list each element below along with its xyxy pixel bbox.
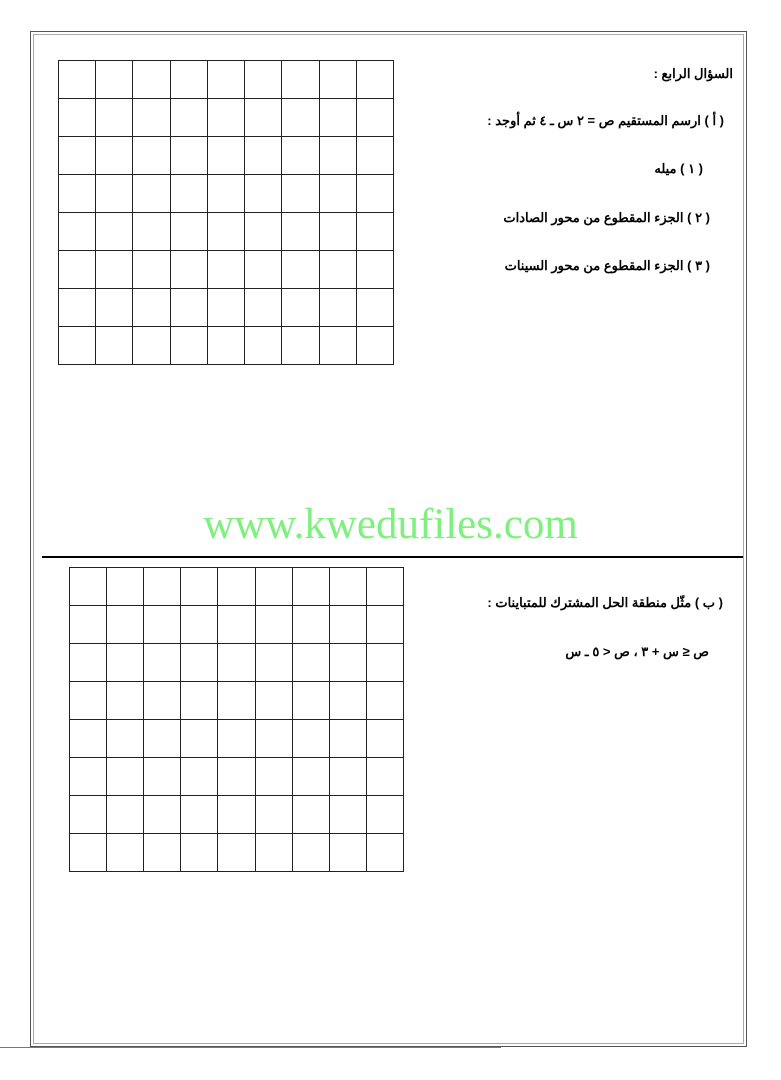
grid-cell [96,213,133,251]
grid-cell [330,720,367,758]
grid-cell [133,289,170,327]
grid-cell [218,834,255,872]
grid-cell [181,758,218,796]
grid-cell [181,720,218,758]
grid-cell [171,251,208,289]
grid-cell [133,213,170,251]
grid-cell [107,682,144,720]
grid-cell [357,61,394,99]
graph-grid-a [58,60,394,365]
grid-cell [320,213,357,251]
grid-cell [357,251,394,289]
grid-cell [282,61,319,99]
graph-grid-b [69,567,404,872]
grid-cell [256,796,293,834]
grid-cell [144,758,181,796]
section-divider [42,556,743,558]
grid-cell [367,758,404,796]
grid-cell [330,568,367,606]
grid-cell [357,327,394,365]
grid-cell [171,137,208,175]
grid-cell [208,289,245,327]
grid-cell [293,834,330,872]
part-b-prompt: ( ب ) مثّل منطقة الحل المشترك للمتباينات : [487,595,723,610]
grid-cell [293,796,330,834]
grid-cell [208,213,245,251]
grid-cell [59,289,96,327]
grid-cell [367,568,404,606]
grid-cell [218,568,255,606]
grid-cell [144,834,181,872]
grid-cell [218,606,255,644]
grid-cell [293,644,330,682]
grid-cell [181,568,218,606]
grid-cell [367,644,404,682]
grid-cell [218,720,255,758]
grid-cell [282,137,319,175]
grid-cell [208,327,245,365]
grid-cell [59,99,96,137]
grid-cell [357,289,394,327]
grid-cell [320,327,357,365]
grid-cell [96,99,133,137]
grid-cell [96,289,133,327]
grid-cell [144,682,181,720]
grid-cell [96,251,133,289]
grid-cell [96,175,133,213]
part-a-item-3: ( ٣ ) الجزء المقطوع من محور السينات [504,258,710,273]
grid-cell [133,99,170,137]
grid-cell [245,61,282,99]
grid-cell [293,720,330,758]
grid-cell [330,758,367,796]
grid-cell [293,682,330,720]
grid-cell [107,720,144,758]
grid-cell [144,796,181,834]
grid-cell [282,289,319,327]
grid-cell [70,682,107,720]
grid-cell [171,175,208,213]
part-a-item-1: ( ١ ) ميله [654,161,703,176]
grid-cell [181,644,218,682]
grid-cell [218,644,255,682]
grid-cell [256,720,293,758]
grid-cell [330,644,367,682]
grid-cell [171,99,208,137]
grid-cell [256,568,293,606]
grid-cell [96,137,133,175]
grid-cell [70,568,107,606]
grid-cell [107,644,144,682]
grid-cell [96,327,133,365]
grid-cell [293,758,330,796]
grid-cell [282,99,319,137]
grid-cell [70,720,107,758]
grid-cell [357,99,394,137]
grid-cell [282,327,319,365]
grid-cell [181,796,218,834]
grid-cell [330,834,367,872]
grid-cell [59,251,96,289]
grid-cell [144,720,181,758]
grid-cell [107,568,144,606]
grid-cell [293,568,330,606]
grid-cell [320,137,357,175]
grid-cell [171,289,208,327]
grid-cell [70,644,107,682]
grid-cell [70,606,107,644]
grid-cell [59,61,96,99]
grid-cell [367,834,404,872]
grid-cell [59,213,96,251]
grid-cell [320,289,357,327]
grid-cell [320,61,357,99]
grid-cell [245,175,282,213]
grid-cell [330,682,367,720]
watermark: www.kwedufiles.com [203,501,578,548]
question-title: السؤال الرابع : [653,66,733,81]
grid-cell [330,796,367,834]
grid-cell [70,796,107,834]
grid-cell [357,175,394,213]
grid-cell [320,99,357,137]
grid-cell [367,796,404,834]
grid-cell [367,720,404,758]
grid-cell [133,61,170,99]
grid-cell [70,834,107,872]
grid-cell [282,175,319,213]
grid-cell [70,758,107,796]
grid-cell [208,175,245,213]
grid-cell [218,796,255,834]
grid-cell [107,834,144,872]
grid-cell [245,251,282,289]
grid-cell [208,99,245,137]
grid-cell [59,137,96,175]
grid-cell [245,289,282,327]
grid-cell [181,834,218,872]
part-a-item-2: ( ٢ ) الجزء المقطوع من محور الصادات [503,210,710,225]
grid-cell [256,682,293,720]
grid-cell [320,251,357,289]
grid-cell [208,137,245,175]
grid-cell [133,137,170,175]
grid-cell [59,327,96,365]
grid-cell [133,251,170,289]
grid-cell [256,758,293,796]
grid-cell [144,568,181,606]
grid-cell [208,61,245,99]
grid-cell [133,327,170,365]
grid-cell [256,834,293,872]
grid-cell [144,644,181,682]
grid-cell [320,175,357,213]
grid-cell [107,606,144,644]
grid-cell [357,213,394,251]
grid-cell [171,213,208,251]
grid-cell [218,682,255,720]
grid-cell [181,606,218,644]
bottom-rule [0,1047,501,1048]
grid-cell [367,682,404,720]
grid-cell [367,606,404,644]
part-a-prompt: ( أ ) ارسم المستقيم ص = ٢ س ـ ٤ ثم أوجد : [487,113,724,128]
grid-cell [245,137,282,175]
grid-cell [256,606,293,644]
grid-cell [107,758,144,796]
grid-cell [245,213,282,251]
grid-cell [144,606,181,644]
grid-cell [133,175,170,213]
grid-cell [218,758,255,796]
grid-cell [293,606,330,644]
grid-cell [357,137,394,175]
part-b-inequalities: ص ≤ س + ٣ ، ص < ٥ ـ س [565,644,709,659]
grid-cell [96,61,133,99]
grid-cell [256,644,293,682]
grid-cell [59,175,96,213]
grid-cell [330,606,367,644]
grid-cell [245,327,282,365]
grid-cell [245,99,282,137]
grid-cell [171,61,208,99]
grid-cell [282,251,319,289]
grid-cell [282,213,319,251]
grid-cell [181,682,218,720]
grid-cell [208,251,245,289]
grid-cell [107,796,144,834]
grid-cell [171,327,208,365]
